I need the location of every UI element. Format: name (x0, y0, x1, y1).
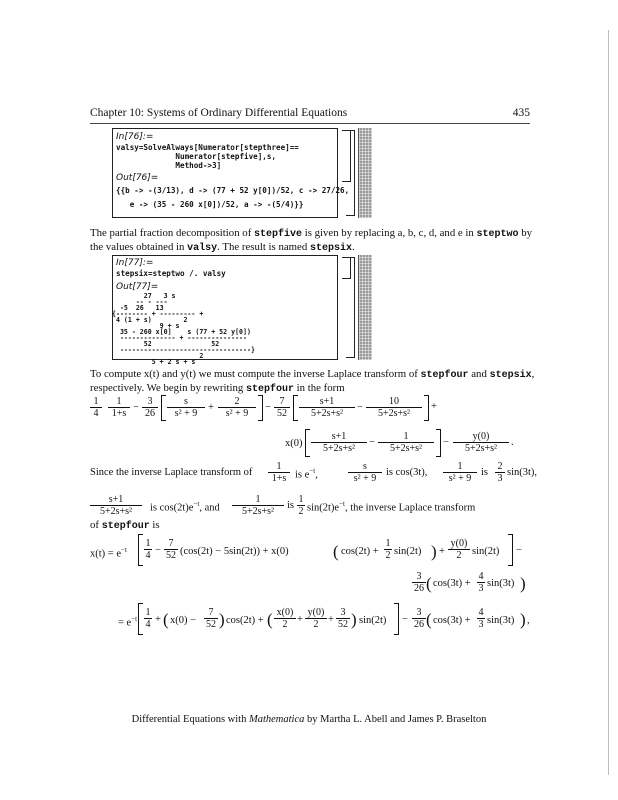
scrollbar[interactable] (358, 128, 372, 218)
output-line-1: {{b -> -(3/13), d -> (77 + 52 y[0])/52, c -> 27/26, (116, 186, 350, 195)
fraction: 10 5+2s+s² (366, 396, 422, 419)
bracket (161, 395, 166, 421)
bracket (424, 395, 429, 421)
page-edge-rule (608, 30, 609, 775)
fraction: s+1 5+2s+s² (299, 396, 355, 419)
fraction: s+1 5+2s+s² (311, 431, 367, 454)
input-label: In[77]:= (116, 258, 154, 268)
header-rule (90, 123, 530, 124)
input-line-3[interactable]: Method->3] (116, 161, 222, 170)
input-line[interactable]: stepsix=steptwo /. valsy (116, 269, 226, 278)
running-header (90, 107, 530, 123)
notebook-cell-77[interactable]: In[77]:= stepsix=steptwo /. valsy Out[77]= 27 3 s -- - --- -5 26 13 {-------- + --------- + 4 (1 + s) 2 9 + s 35 - 260 x[0] s (77 + 52 y[0]) -------------- + --------------- 52 52 ---------------------------------} 2 5 + 2 s + s (106, 255, 372, 360)
cell-bracket-group[interactable] (346, 130, 355, 216)
input-line-2[interactable]: Numerator[stepfive],s, (116, 152, 277, 161)
input-line-1[interactable]: valsy=SolveAlways[Numerator[stepthree]== (116, 143, 299, 152)
paragraph-1: The partial fraction decomposition of stepfive is given by replacing a, b, c, d, and e in steptwo by the values obtained in valsy. The result is named stepsix. (90, 227, 533, 254)
bracket (436, 429, 441, 457)
scrollbar[interactable] (358, 255, 372, 360)
fraction: s s² + 9 (167, 396, 205, 419)
output-label: Out[77]= (116, 282, 159, 292)
fraction: 7 52 (274, 396, 290, 419)
fraction: 1 4 (90, 396, 102, 419)
chapter-title: Chapter 10: Systems of Ordinary Differential Equations (90, 107, 348, 119)
cell-bracket-group[interactable] (346, 257, 355, 358)
bracket (305, 429, 310, 457)
paragraph-2: To compute x(t) and y(t) we must compute the inverse Laplace transform of stepfour and stepsix, respectively. We begin by rewriting stepfour in the form (90, 368, 535, 395)
fraction: 1 1+s (108, 396, 130, 419)
fraction: 2 s² + 9 (218, 396, 256, 419)
bracket (258, 395, 263, 421)
output-label: Out[76]= (116, 173, 159, 183)
page-number: 435 (512, 107, 530, 119)
notebook-cell-76[interactable] (106, 128, 372, 218)
running-footer: Differential Equations with Mathematica by Martha L. Abell and James P. Braselton (131, 714, 487, 725)
input-label: In[76]:= (116, 132, 154, 142)
bracket (293, 395, 298, 421)
fraction: 1 5+2s+s² (378, 431, 434, 454)
fraction: 3 26 (142, 396, 158, 419)
output-line-2: e -> (35 - 260 x[0])/52, a -> -(5/4)}} (116, 200, 304, 209)
fraction: y(0) 5+2s+s² (453, 431, 509, 454)
